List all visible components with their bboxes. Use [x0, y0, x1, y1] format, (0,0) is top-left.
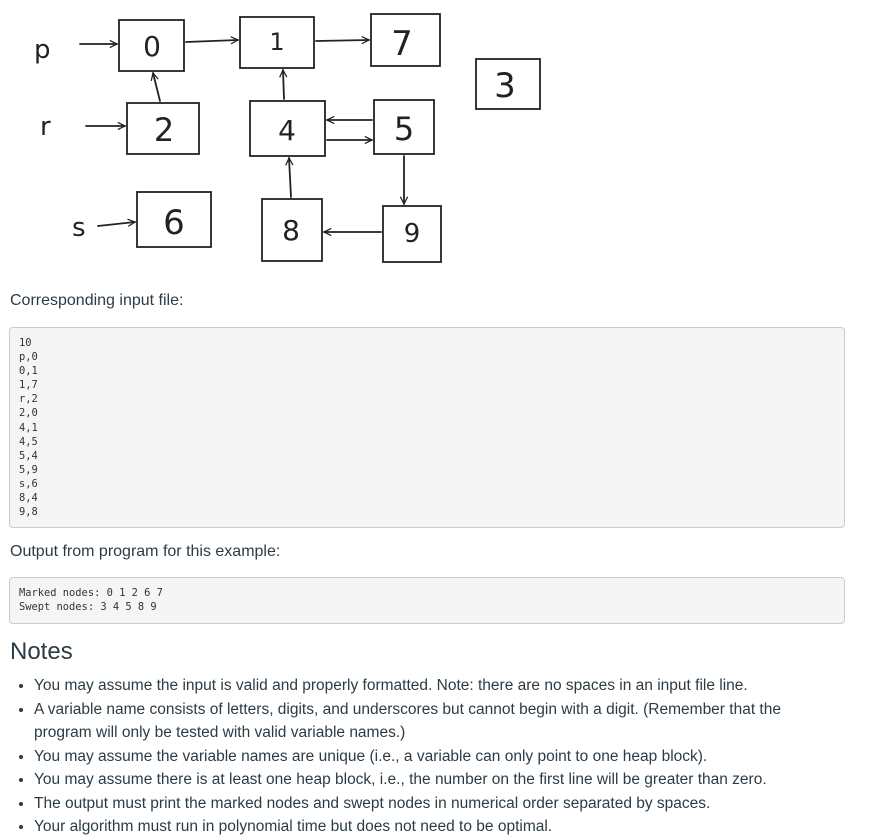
node-label-2: 2	[153, 111, 175, 149]
arrow-8-to-4	[289, 158, 291, 197]
note-item: • Your algorithm must run in polynomial time but does not need to be optimal.	[34, 815, 814, 839]
note-item: • The output must print the marked nodes and swept nodes in numerical order separated by spaces.	[34, 792, 814, 816]
notes-heading: Notes	[10, 638, 73, 665]
arrow-0-to-1	[186, 40, 238, 42]
node-label-8: 8	[282, 214, 300, 247]
note-item: • You may assume there is at least one heap block, i.e., the number on the first line will be greater than zero.	[34, 768, 814, 792]
variable-s: s	[72, 213, 86, 243]
output-label: Output from program for this example:	[10, 543, 281, 560]
node-label-7: 7	[391, 24, 413, 64]
output-codeblock	[9, 577, 845, 624]
note-item: • You may assume the variable names are unique (i.e., a variable can only point to one heap block).	[34, 745, 814, 769]
variable-r: r	[40, 112, 51, 142]
arrow-1-to-7	[316, 40, 369, 41]
heap-diagram	[0, 0, 870, 280]
node-label-1: 1	[269, 28, 285, 56]
node-label-5: 5	[393, 110, 415, 148]
arrow-s-to-6	[98, 222, 135, 226]
node-label-0: 0	[143, 30, 161, 63]
node-label-6: 6	[163, 203, 185, 243]
input-file-content: 10 p,0 0,1 1,7 r,2 2,0 4,1 4,5 5,4 5,9 s,6 8,4 9,8	[19, 337, 38, 519]
node-label-3: 3	[494, 66, 516, 106]
arrow-2-to-0	[153, 73, 160, 101]
note-item: • A variable name consists of letters, digits, and underscores but cannot begin with a digit. (Remember that the program will only be tested with valid variable names.)	[34, 698, 814, 745]
variable-p: p	[34, 35, 51, 65]
input-file-label: Corresponding input file:	[10, 292, 184, 309]
notes-list	[34, 674, 814, 839]
note-item: • You may assume the input is valid and properly formatted. Note: there are no spaces in an input file line.	[34, 674, 814, 698]
input-file-codeblock	[9, 327, 845, 528]
node-label-9: 9	[403, 219, 421, 249]
node-label-4: 4	[278, 114, 296, 147]
arrow-4-to-1	[283, 70, 284, 99]
output-content: Marked nodes: 0 1 2 6 7 Swept nodes: 3 4 5 8 9	[19, 587, 163, 614]
